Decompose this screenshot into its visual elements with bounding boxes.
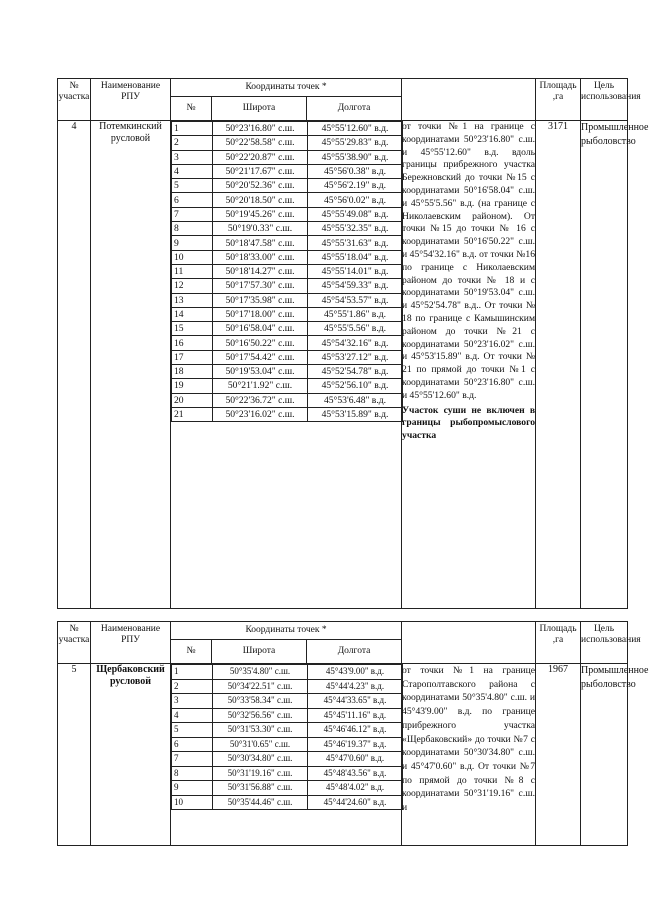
latitude-value: 50°30'34.80" с.ш. xyxy=(213,752,308,767)
coordinates-block xyxy=(171,121,402,609)
latitude-value: 50°31'0.65" с.ш. xyxy=(213,737,308,752)
point-number: 3 xyxy=(172,150,213,164)
coordinate-row xyxy=(172,179,403,193)
header-area: Площадь ,га xyxy=(536,622,581,664)
header-latitude: Широта xyxy=(212,97,307,121)
point-number: 9 xyxy=(172,781,213,796)
rpu-table-2 xyxy=(57,621,649,846)
coordinate-row xyxy=(172,365,403,379)
header-longitude: Долгота xyxy=(307,640,402,664)
latitude-value: 50°22'58.58" с.ш. xyxy=(213,136,308,150)
point-number: 18 xyxy=(172,365,213,379)
plot-number: 5 xyxy=(58,664,91,846)
coordinate-row xyxy=(172,737,403,752)
coordinate-row xyxy=(172,164,403,178)
latitude-value: 50°18'33.00" с.ш. xyxy=(213,250,308,264)
coordinate-row xyxy=(172,795,403,810)
point-number: 5 xyxy=(172,723,213,738)
longitude-value: 45°55'29.83" в.д. xyxy=(308,136,403,150)
point-number: 4 xyxy=(172,708,213,723)
latitude-value: 50°16'50.22" с.ш. xyxy=(213,336,308,350)
point-number: 3 xyxy=(172,694,213,709)
point-number: 20 xyxy=(172,393,213,407)
point-number: 2 xyxy=(172,679,213,694)
area-value: 3171 xyxy=(536,121,581,609)
longitude-value: 45°55'12.60" в.д. xyxy=(308,122,403,136)
coordinate-row xyxy=(172,264,403,278)
boundary-description xyxy=(402,664,536,846)
point-number: 8 xyxy=(172,766,213,781)
longitude-value: 45°43'9.00" в.д. xyxy=(308,665,403,680)
latitude-value: 50°17'18.00" с.ш. xyxy=(213,307,308,321)
latitude-value: 50°31'53.30" с.ш. xyxy=(213,723,308,738)
coordinate-row xyxy=(172,407,403,421)
point-number: 14 xyxy=(172,307,213,321)
coordinate-row xyxy=(172,136,403,150)
purpose-value: Промышленное рыболовство xyxy=(581,664,628,846)
boundary-description xyxy=(402,121,536,609)
latitude-value: 50°19'53.04" с.ш. xyxy=(213,365,308,379)
boundary-text: от точки №1 на границе с координатами 50°23'16.80" с.ш. и 45°55'12.60" в.д. вдоль границы прибрежного участка Бережновский до точки №15 с координатами 50°16'58.04" с.ш. и 45°55'5.56" в.д. (на границе с Николаевским районом). От точки №15 до точки № 16 с координатами 50°16'50.22" с.ш. и 45°54'32.16" в.д. от точки №16 по границе с Николаевским районом до точки № 18 и с координатами 50°19'53.04" с.ш. и 45°52'54.78" в.д.. От точки № 18 по границе с Камышинским районом до точки №21 с координатами 50°23'16.02" с.ш. и 45°53'15.89" в.д. От точки № 21 по прямой до точки №1 с координатами 50°23'16.80" с.ш. и 45°55'12.60" в.д. xyxy=(402,121,536,401)
point-number: 8 xyxy=(172,222,213,236)
coordinate-row xyxy=(172,336,403,350)
latitude-value: 50°19'45.26" с.ш. xyxy=(213,207,308,221)
latitude-value: 50°20'18.50" с.ш. xyxy=(213,193,308,207)
point-number: 11 xyxy=(172,264,213,278)
coordinate-row xyxy=(172,379,403,393)
header-plot-number: № участка xyxy=(58,79,91,121)
plot-number: 4 xyxy=(58,121,91,609)
longitude-value: 45°44'33.65" в.д. xyxy=(308,694,403,709)
longitude-value: 45°47'0.60" в.д. xyxy=(308,752,403,767)
header-area: Площадь ,га xyxy=(536,79,581,121)
latitude-value: 50°18'14.27" с.ш. xyxy=(213,264,308,278)
latitude-value: 50°20'52.36" с.ш. xyxy=(213,179,308,193)
coordinate-row xyxy=(172,393,403,407)
coordinate-row xyxy=(172,752,403,767)
coordinate-row xyxy=(172,293,403,307)
coordinate-row xyxy=(172,665,403,680)
latitude-value: 50°34'22.51" с.ш. xyxy=(213,679,308,694)
latitude-value: 50°35'44.46" с.ш. xyxy=(213,795,308,810)
longitude-value: 45°56'0.38" в.д. xyxy=(308,164,403,178)
coordinate-row xyxy=(172,307,403,321)
latitude-value: 50°31'19.16" с.ш. xyxy=(213,766,308,781)
point-number: 12 xyxy=(172,279,213,293)
point-number: 5 xyxy=(172,179,213,193)
header-description xyxy=(402,622,536,664)
longitude-value: 45°56'0.02" в.д. xyxy=(308,193,403,207)
longitude-value: 45°55'14.01" в.д. xyxy=(308,264,403,278)
coordinate-row xyxy=(172,207,403,221)
longitude-value: 45°55'49.08" в.д. xyxy=(308,207,403,221)
longitude-value: 45°45'11.16" в.д. xyxy=(308,708,403,723)
longitude-value: 45°54'32.16" в.д. xyxy=(308,336,403,350)
header-coordinates: Координаты точек * xyxy=(171,79,402,97)
point-number: 1 xyxy=(172,122,213,136)
header-point-number: № xyxy=(171,97,212,121)
coordinate-row xyxy=(172,222,403,236)
longitude-value: 45°48'4.02" в.д. xyxy=(308,781,403,796)
point-number: 19 xyxy=(172,379,213,393)
header-description xyxy=(402,79,536,121)
coordinate-row xyxy=(172,236,403,250)
latitude-value: 50°22'36.72" с.ш. xyxy=(213,393,308,407)
longitude-value: 45°53'15.89" в.д. xyxy=(308,407,403,421)
coordinate-row xyxy=(172,723,403,738)
purpose-value: Промышленное рыболовство xyxy=(581,121,628,609)
latitude-value: 50°17'57.30" с.ш. xyxy=(213,279,308,293)
coordinate-row xyxy=(172,766,403,781)
point-number: 10 xyxy=(172,250,213,264)
longitude-value: 45°55'18.04" в.д. xyxy=(308,250,403,264)
header-longitude: Долгота xyxy=(307,97,402,121)
land-exclusion-note: Участок суши не включен в границы рыбопромыслового участка xyxy=(402,404,536,442)
point-number: 2 xyxy=(172,136,213,150)
boundary-text: от точки №1 на границе Старополтавского района с координатами 50°35'4.80" с.ш. и 45°43'9.00" в.д. по границе прибрежного участка «Щербаковский» до точки №7 с координатами 50°30'34.80" с.ш. и 45°47'0.60" в.д. От точки №7 по прямой до точки №8 с координатами 50°31'19.16" с.ш. и xyxy=(402,665,536,814)
longitude-value: 45°52'54.78" в.д. xyxy=(308,365,403,379)
longitude-value: 45°53'27.12" в.д. xyxy=(308,350,403,364)
point-number: 16 xyxy=(172,336,213,350)
point-number: 15 xyxy=(172,322,213,336)
longitude-value: 45°55'5.56" в.д. xyxy=(308,322,403,336)
latitude-value: 50°18'47.58" с.ш. xyxy=(213,236,308,250)
longitude-value: 45°56'2.19" в.д. xyxy=(308,179,403,193)
header-purpose: Цель использования xyxy=(581,622,628,664)
latitude-value: 50°35'4.80" с.ш. xyxy=(213,665,308,680)
point-number: 4 xyxy=(172,164,213,178)
latitude-value: 50°22'20.87" с.ш. xyxy=(213,150,308,164)
area-value: 1967 xyxy=(536,664,581,846)
point-number: 6 xyxy=(172,193,213,207)
latitude-value: 50°17'35.98" с.ш. xyxy=(213,293,308,307)
longitude-value: 45°46'46.12" в.д. xyxy=(308,723,403,738)
rpu-name: Потемкинский русловой xyxy=(91,121,171,609)
coordinate-row xyxy=(172,708,403,723)
latitude-value: 50°33'58.34" с.ш. xyxy=(213,694,308,709)
longitude-value: 45°55'31.63" в.д. xyxy=(308,236,403,250)
header-rpu-name: Наименование РПУ xyxy=(91,79,171,121)
latitude-value: 50°21'17.67" с.ш. xyxy=(213,164,308,178)
longitude-value: 45°55'32.35" в.д. xyxy=(308,222,403,236)
coordinate-row xyxy=(172,322,403,336)
latitude-value: 50°31'56.88" с.ш. xyxy=(213,781,308,796)
header-plot-number: № участка xyxy=(58,622,91,664)
rpu-name: Щербаковский русловой xyxy=(91,664,171,846)
longitude-value: 45°46'19.37" в.д. xyxy=(308,737,403,752)
coordinate-row xyxy=(172,193,403,207)
point-number: 21 xyxy=(172,407,213,421)
latitude-value: 50°23'16.02" с.ш. xyxy=(213,407,308,421)
point-number: 17 xyxy=(172,350,213,364)
point-number: 13 xyxy=(172,293,213,307)
coordinate-row xyxy=(172,350,403,364)
longitude-value: 45°44'24.60" в.д. xyxy=(308,795,403,810)
point-number: 7 xyxy=(172,752,213,767)
latitude-value: 50°21'1.92" с.ш. xyxy=(213,379,308,393)
longitude-value: 45°52'56.10" в.д. xyxy=(308,379,403,393)
header-point-number: № xyxy=(171,640,212,664)
longitude-value: 45°54'53.57" в.д. xyxy=(308,293,403,307)
longitude-value: 45°44'4.23" в.д. xyxy=(308,679,403,694)
point-number: 7 xyxy=(172,207,213,221)
longitude-value: 45°55'38.90" в.д. xyxy=(308,150,403,164)
header-coordinates: Координаты точек * xyxy=(171,622,402,640)
header-rpu-name: Наименование РПУ xyxy=(91,622,171,664)
longitude-value: 45°53'6.48" в.д. xyxy=(308,393,403,407)
longitude-value: 45°55'1.86" в.д. xyxy=(308,307,403,321)
latitude-value: 50°17'54.42" с.ш. xyxy=(213,350,308,364)
latitude-value: 50°16'58.04" с.ш. xyxy=(213,322,308,336)
coordinate-row xyxy=(172,122,403,136)
header-purpose: Цель использования xyxy=(581,79,628,121)
coordinate-row xyxy=(172,694,403,709)
coordinate-row xyxy=(172,679,403,694)
coordinates-block xyxy=(171,664,402,846)
point-number: 10 xyxy=(172,795,213,810)
coordinates-table xyxy=(171,121,403,422)
coordinates-table xyxy=(171,664,403,810)
latitude-value: 50°19'0.33" с.ш. xyxy=(213,222,308,236)
latitude-value: 50°32'56.56" с.ш. xyxy=(213,708,308,723)
point-number: 9 xyxy=(172,236,213,250)
point-number: 1 xyxy=(172,665,213,680)
coordinate-row xyxy=(172,250,403,264)
coordinate-row xyxy=(172,781,403,796)
header-latitude: Широта xyxy=(212,640,307,664)
coordinate-row xyxy=(172,150,403,164)
coordinate-row xyxy=(172,279,403,293)
longitude-value: 45°48'43.56" в.д. xyxy=(308,766,403,781)
longitude-value: 45°54'59.33" в.д. xyxy=(308,279,403,293)
rpu-table-1 xyxy=(57,78,649,609)
latitude-value: 50°23'16.80" с.ш. xyxy=(213,122,308,136)
point-number: 6 xyxy=(172,737,213,752)
